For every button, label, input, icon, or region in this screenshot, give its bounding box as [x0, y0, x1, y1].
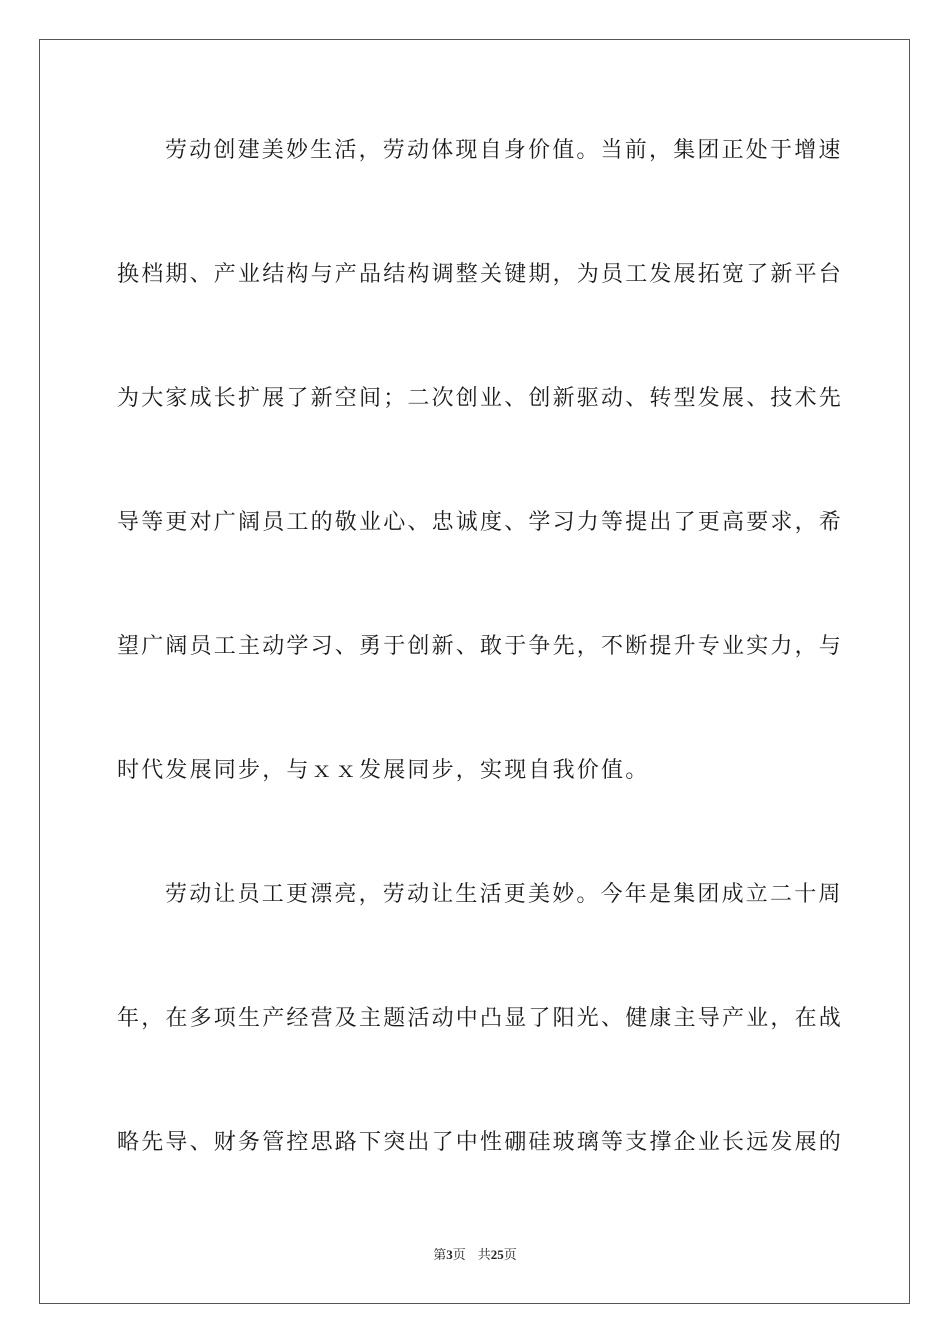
paragraph-1-line-1: 劳动创建美妙生活，劳动体现自身价值。当前，集团正处于增速 [165, 138, 843, 163]
total-suffix: 页 [503, 1248, 517, 1263]
paragraph-2-line-3: 略先导、财务管控思路下突出了中性硼硅玻璃等支撑企业长远发展的 [117, 1130, 844, 1155]
page-prefix: 第 [433, 1248, 447, 1263]
page-footer [0, 1246, 950, 1265]
paragraph-1-line-3: 为大家成长扩展了新空间；二次创业、创新驱动、转型发展、技术先 [117, 386, 844, 411]
page-suffix: 页 [452, 1248, 466, 1263]
paragraph-1-line-4: 导等更对广阔员工的敬业心、忠诚度、学习力等提出了更高要求，希 [117, 510, 844, 535]
paragraph-2-line-2: 年，在多项生产经营及主题活动中凸显了阳光、健康主导产业，在战 [117, 1006, 844, 1031]
paragraph-1-line-2: 换档期、产业结构与产品结构调整关键期，为员工发展拓宽了新平台 [117, 262, 844, 287]
total-pages: 25 [490, 1247, 504, 1262]
paragraph-1-line-5: 望广阔员工主动学习、勇于创新、敢于争先，不断提升专业实力，与 [117, 634, 844, 659]
page-border [39, 39, 910, 1304]
paragraph-1-line-6: 时代发展同步，与ｘｘ发展同步，实现自我价值。 [117, 758, 650, 783]
page-number: 3 [446, 1247, 453, 1262]
paragraph-2-line-1: 劳动让员工更漂亮，劳动让生活更美妙。今年是集团成立二十周 [165, 882, 843, 907]
total-prefix: 共 [477, 1248, 491, 1263]
